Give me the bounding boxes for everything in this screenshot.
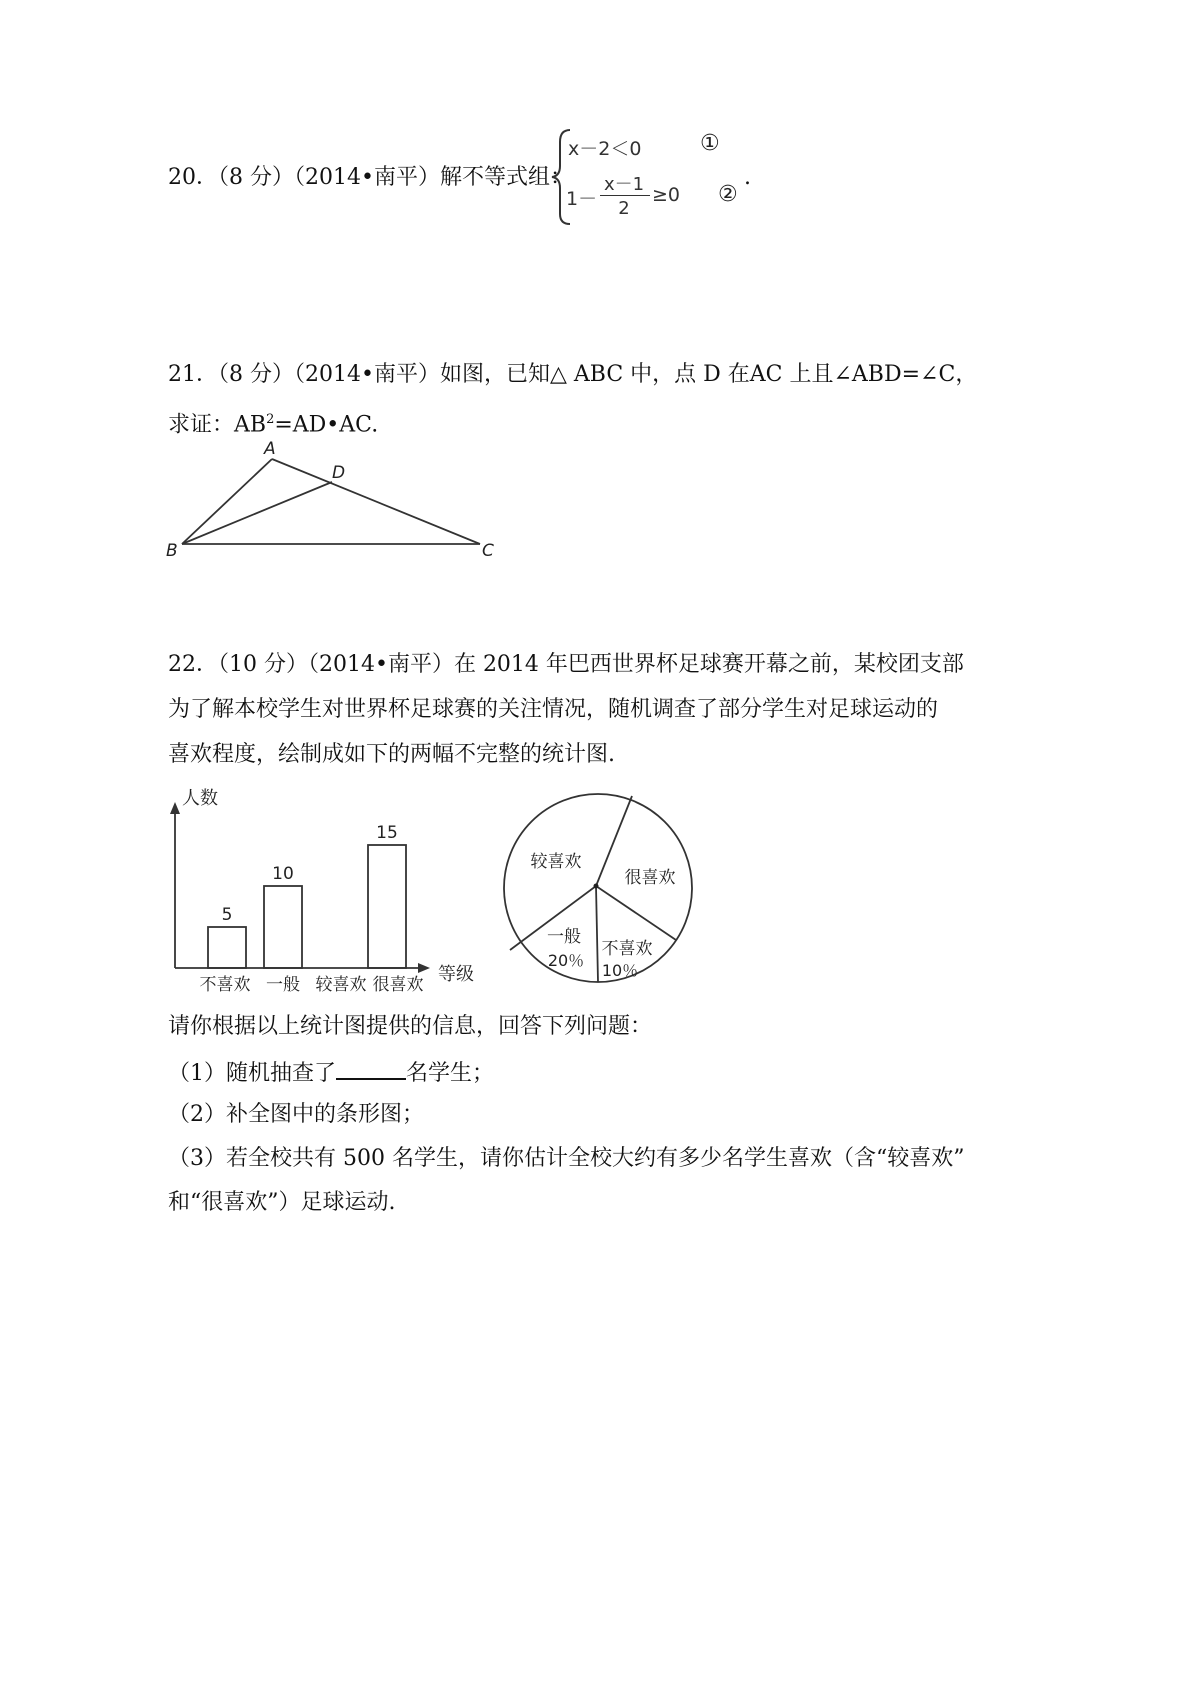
q22-sub1-prefix: （1）随机抽查了 xyxy=(168,1061,336,1086)
period: . xyxy=(744,165,751,190)
bar-value-0: 5 xyxy=(221,905,233,925)
q21-superscript: 2 xyxy=(266,412,275,427)
q22-sub3-line1: （3）若全校共有 500 名学生，请你估计全校大约有多少名学生喜欢（含“较喜欢” xyxy=(168,1146,965,1171)
label-d: D xyxy=(332,463,346,483)
pie-center xyxy=(594,884,599,889)
pie-percent-1: 10％ xyxy=(601,961,639,980)
category-label-2: 较喜欢 xyxy=(315,975,367,995)
pie-divider-3 xyxy=(596,886,676,940)
pie-slices xyxy=(510,796,676,982)
segment-bd xyxy=(182,482,332,544)
fraction-denominator: 2 xyxy=(618,198,630,219)
label-b: B xyxy=(166,541,178,561)
bar-value-3: 15 xyxy=(376,823,398,843)
q20-prefix: 20．（8 分）（2014•南平）解不等式组： xyxy=(168,165,572,190)
inequality-1: x－2＜0 xyxy=(568,138,642,160)
fraction-numerator: x－1 xyxy=(603,174,645,195)
q22-ask: 请你根据以上统计图提供的信息，回答下列问题： xyxy=(168,1014,653,1039)
inequality-2-right: ≥0 xyxy=(652,184,681,206)
x-axis-arrow xyxy=(418,963,430,973)
bar-3 xyxy=(368,845,406,968)
q22-sub1 xyxy=(168,1056,494,1089)
side-ac xyxy=(272,459,480,544)
pie-label-2: 一般 xyxy=(547,927,581,947)
bar-group xyxy=(200,823,424,995)
label-a: A xyxy=(264,439,276,459)
label-c: C xyxy=(482,541,494,561)
fraction-bar xyxy=(600,195,650,196)
category-label-1: 一般 xyxy=(266,975,300,995)
mark-1: ① xyxy=(700,131,720,156)
q21-proof-suffix: =AD•AC. xyxy=(274,412,379,438)
q22-line1: 22．（10 分）（2014•南平）在 2014 年巴西世界杯足球赛开幕之前，某校团支部 xyxy=(168,652,964,677)
category-label-3: 很喜欢 xyxy=(372,975,424,995)
bar-value-1: 10 xyxy=(272,864,294,884)
q22-sub2: （2）补全图中的条形图； xyxy=(168,1102,424,1127)
pie-chart xyxy=(490,780,710,1000)
bar-chart xyxy=(160,780,490,1000)
q22-sub1-suffix: 名学生； xyxy=(406,1061,495,1086)
q22-line3: 喜欢程度，绘制成如下的两幅不完整的统计图. xyxy=(168,742,615,767)
y-axis-label: 人数 xyxy=(182,788,218,809)
pie-label-1: 不喜欢 xyxy=(601,939,653,959)
answer-blank[interactable] xyxy=(336,1056,406,1080)
mark-2: ② xyxy=(718,182,738,207)
pie-label-0: 很喜欢 xyxy=(624,868,676,888)
pie-percent-2: 20％ xyxy=(547,951,585,970)
bar-1 xyxy=(264,886,302,968)
y-axis-arrow xyxy=(170,802,180,814)
q21-line1: 21．（8 分）（2014•南平）如图，已知△ ABC 中，点 D 在AC 上且∠ABD=∠C， xyxy=(168,362,978,387)
inequality-2-left: 1－ xyxy=(566,188,598,210)
q22-sub3-line2: 和“很喜欢”）足球运动. xyxy=(168,1190,396,1215)
pie-divider-1 xyxy=(596,886,598,982)
x-axis-label: 等级 xyxy=(438,964,474,985)
bar-0 xyxy=(208,927,246,968)
q21-proof-prefix: 求证：AB xyxy=(168,412,267,438)
side-ab xyxy=(182,459,272,544)
q22-line2: 为了解本校学生对世界杯足球赛的关注情况，随机调查了部分学生对足球运动的 xyxy=(168,697,939,722)
pie-label-3: 较喜欢 xyxy=(530,852,582,872)
category-label-0: 不喜欢 xyxy=(199,975,251,995)
triangle-figure xyxy=(160,432,520,562)
